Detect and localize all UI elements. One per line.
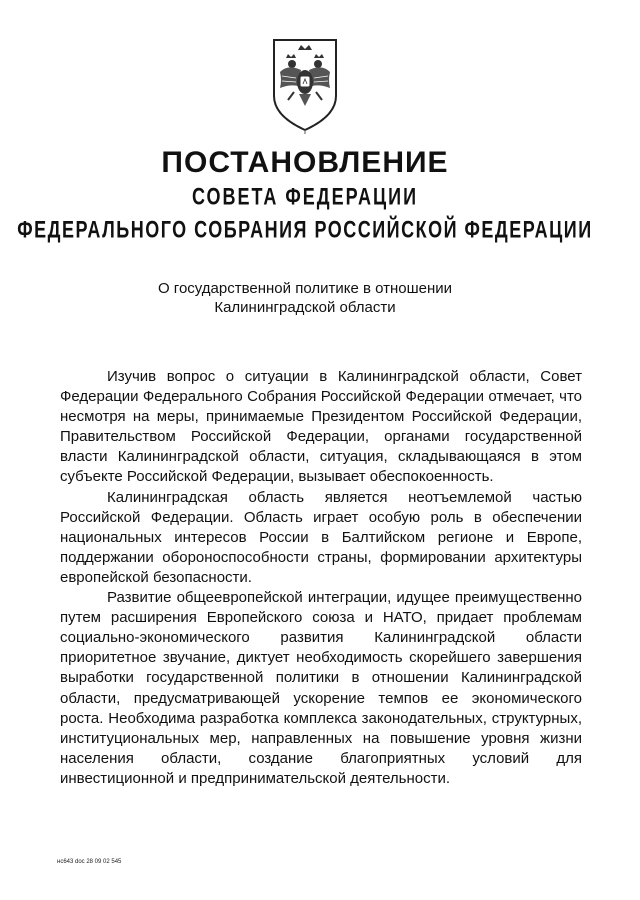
body-paragraph-3: Развитие общеевропейской интеграции, идущее преимущественно путем расширения Европейского союза и НАТО, придает проблемам социально-экономического развития Калининградской области приоритетное звучание, диктует необходимость скорейшего завершения выработки государственной политики в отношении Калининградской области, предусматривающей ускорение темпов ее экономического роста. Необходима разработка комплекса законодательных, структурных, институциональных мер, направленных на повышение уровня жизни населения области, создание благоприятных условий для инвестиционной и предпринимательской деятельности.: [60, 589, 582, 787]
subject-line-1: О государственной политике в отношении: [157, 280, 453, 297]
coat-of-arms-emblem: [268, 34, 342, 134]
double-headed-eagle-icon: [268, 34, 342, 134]
document-body: [60, 367, 582, 789]
document-footer-code: нс643 doc 28 09 02 545: [57, 859, 122, 865]
subject-line-2: Калининградской области: [214, 299, 396, 316]
document-subtitle-assembly: ФЕДЕРАЛЬНОГО СОБРАНИЯ РОССИЙСКОЙ ФЕДЕРАЦИИ: [17, 216, 593, 243]
document-subtitle-council: СОВЕТА ФЕДЕРАЦИИ: [191, 183, 419, 210]
body-paragraph-1: Изучив вопрос о ситуации в Калининградской области, Совет Федерации Федерального Собрания Российской Федерации отмечает, что несмотря на меры, принимаемые Президентом Российской Федерации, Правительством Российской Федерации, органами государственной власти Калининградской области, ситуация, складывающаяся в этом субъекте Российской Федерации, вызывает обеспокоенность.: [60, 368, 582, 486]
document-subject: [90, 279, 520, 317]
document-title: ПОСТАНОВЛЕНИЕ: [161, 146, 449, 179]
body-paragraph-2: Калининградская область является неотъемлемой частью Российской Федерации. Область играет особую роль в обеспечении национальных интересов России в Балтийском регионе и Европе, поддержании обороноспособности страны, формировании архитектуры европейской безопасности.: [60, 488, 582, 586]
